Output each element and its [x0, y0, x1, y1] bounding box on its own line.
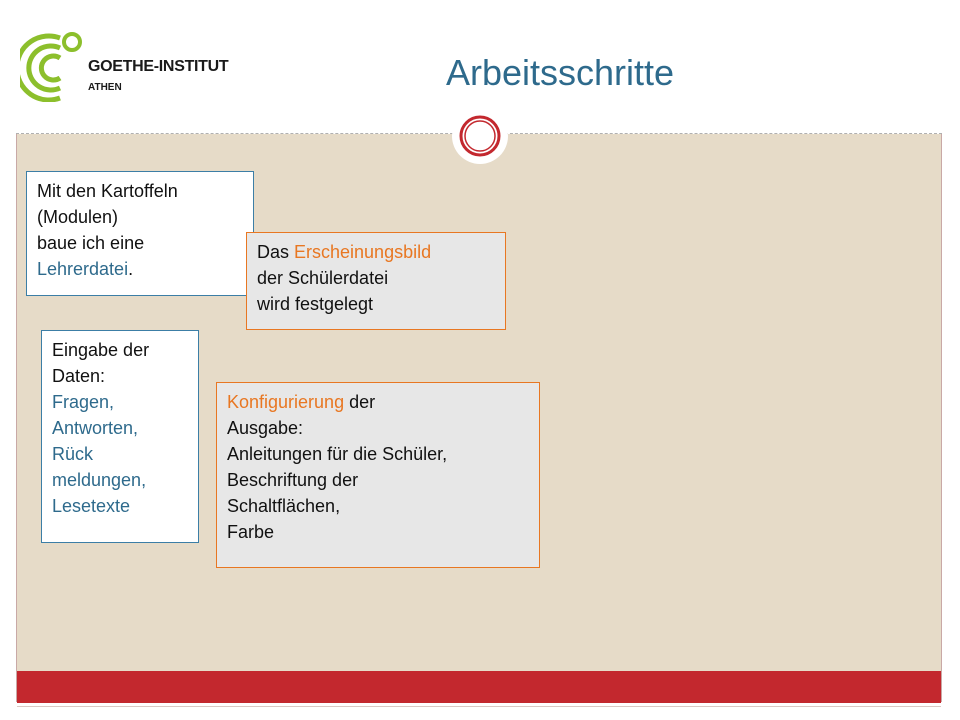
box3-line2: Daten: [52, 366, 106, 386]
step-box-appearance [246, 232, 506, 330]
box4-line3: Anleitungen für die Schüler, [227, 444, 448, 464]
box4-line1-rest: der [344, 392, 376, 412]
box2-line1 [257, 239, 495, 265]
box3-line1: Eingabe der [52, 340, 150, 360]
box1-line2: (Modulen) [37, 207, 119, 227]
footer-divider [17, 706, 941, 707]
logo-spiral-icon [20, 28, 90, 102]
box4-line4: Beschriftung der [227, 470, 359, 490]
slide-footer-bar [17, 671, 941, 703]
box3-line7: Lesetexte [52, 496, 131, 516]
step-box-data-input [41, 330, 199, 543]
box3-line5: Rück [52, 444, 94, 464]
box2-line3: wird festgelegt [257, 294, 374, 314]
box4-line2: Ausgabe: [227, 418, 304, 438]
logo-line2: ATHEN [88, 82, 122, 93]
box2-highlight: Erscheinungsbild [294, 242, 432, 262]
logo-line1: GOETHE-INSTITUT [88, 58, 229, 75]
box4-line1 [227, 389, 529, 415]
step-box-configuration [216, 382, 540, 568]
box4-line5: Schaltflächen, [227, 496, 341, 516]
box3-line4: Antworten, [52, 418, 139, 438]
circle-ornament-icon [452, 108, 508, 164]
slide-title: Arbeitsschritte [445, 52, 675, 93]
step-box-teacher-file [26, 171, 254, 296]
box2-line2: der Schülerdatei [257, 268, 389, 288]
box1-line4 [37, 256, 243, 282]
box3-line3: Fragen, [52, 392, 115, 412]
box1-line1: Mit den Kartoffeln [37, 181, 178, 201]
box1-line3: baue ich eine [37, 233, 145, 253]
box3-line6: meldungen, [52, 470, 147, 490]
box4-line6: Farbe [227, 522, 275, 542]
box2-prefix: Das [257, 242, 295, 262]
box1-highlight: Lehrerdatei [37, 259, 129, 279]
box4-highlight: Konfigurierung [227, 392, 345, 412]
box1-line4-rest: . [128, 259, 134, 279]
